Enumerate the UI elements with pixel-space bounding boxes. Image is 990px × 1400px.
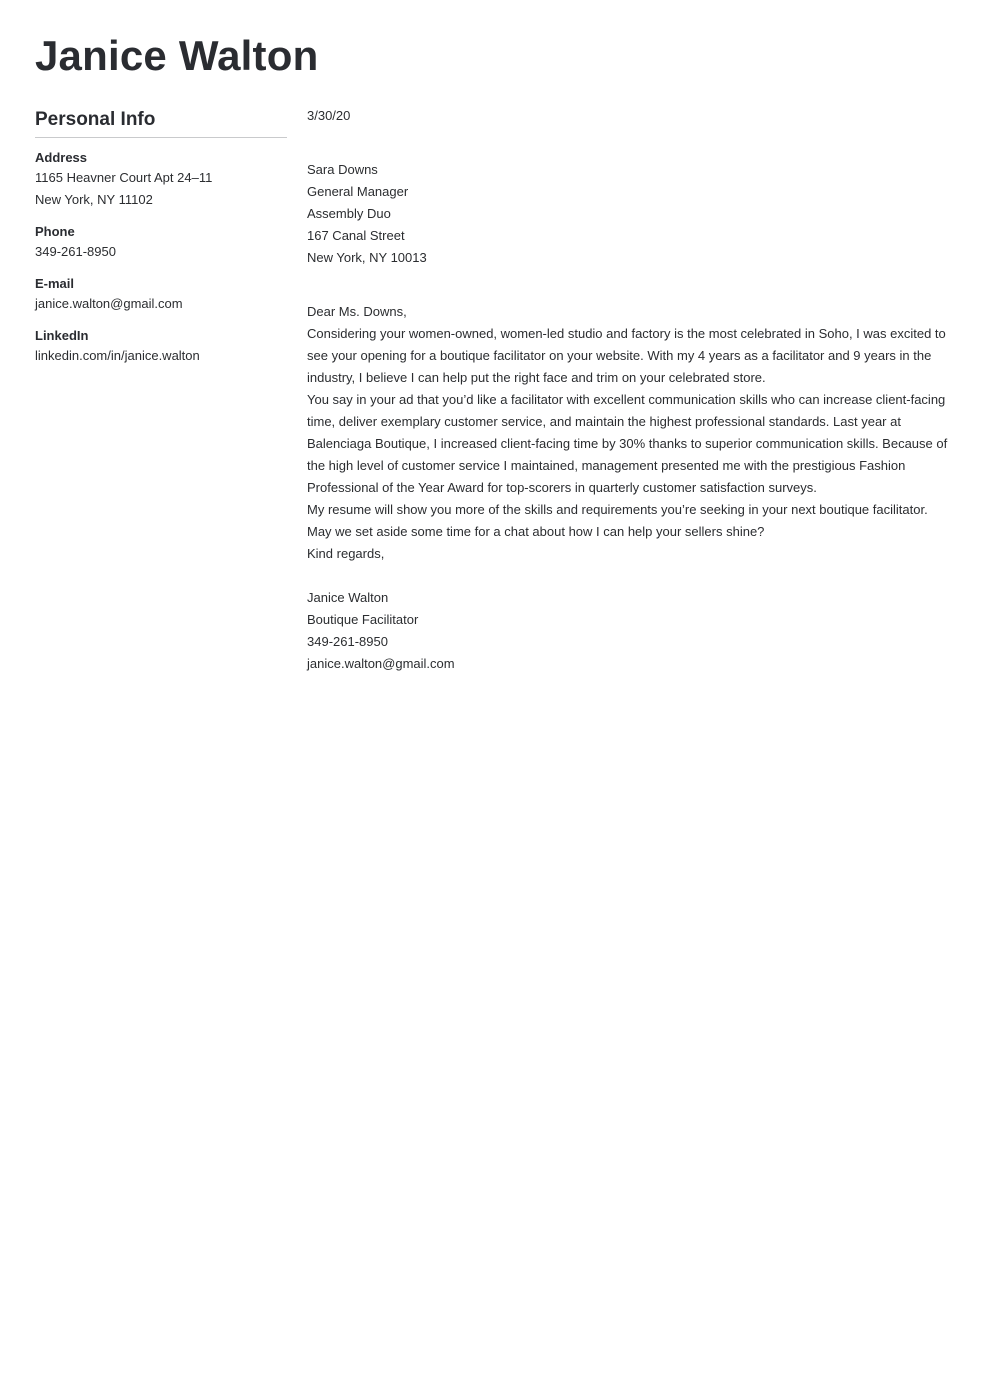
linkedin-value: linkedin.com/in/janice.walton	[35, 348, 200, 363]
email-label: E-mail	[35, 276, 75, 291]
paragraph-2: You say in your ad that you’d like a facilitator with excellent communication skills who can increase client-facing time, deliver exemplary customer service, and maintain the highest professional standards. Last year at Balenciaga Boutique, I increased client-facing time by 30% thanks to superior communication skills. Because of the high level of customer service I maintained, management presented me with the prestigious Fashion Professional of the Year Award for top-scorers in quarterly customer satisfaction surveys.	[307, 392, 948, 495]
recipient-block	[307, 159, 955, 269]
signature-phone: 349-261-8950	[307, 634, 388, 649]
address-label: Address	[35, 150, 88, 165]
email-block	[35, 275, 287, 315]
address-line-1: 1165 Heavner Court Apt 24–11	[35, 170, 213, 185]
email-value: janice.walton@gmail.com	[35, 296, 183, 311]
signature-email: janice.walton@gmail.com	[307, 656, 455, 671]
letter-date: 3/30/20	[307, 108, 351, 123]
linkedin-block	[35, 327, 287, 367]
applicant-name: Janice Walton	[35, 32, 319, 79]
address-line-2: New York, NY 11102	[35, 192, 153, 207]
recipient-name: Sara Downs	[307, 162, 378, 177]
personal-info-heading: Personal Info	[35, 107, 287, 138]
paragraph-3: My resume will show you more of the skills and requirements you’re seeking in your next boutique facilitator. May we set aside some time for a chat about how I can help your sellers shine?	[307, 502, 928, 539]
paragraph-1: Considering your women-owned, women-led studio and factory is the most celebrated in Soho, I was excited to see your opening for a boutique facilitator on your website. With my 4 years as a facilitator and 9 years in the industry, I believe I can help put the right face and trim on your celebrated store.	[307, 326, 946, 385]
recipient-city: New York, NY 10013	[307, 250, 427, 265]
signature-name: Janice Walton	[307, 590, 389, 605]
recipient-street: 167 Canal Street	[307, 228, 405, 243]
closing: Kind regards,	[307, 546, 385, 561]
letter-body	[307, 105, 955, 675]
address-block	[35, 149, 287, 211]
recipient-title: General Manager	[307, 184, 409, 199]
letter-content	[307, 301, 955, 565]
personal-info-sidebar	[35, 107, 287, 367]
signature-block	[307, 587, 955, 675]
phone-label: Phone	[35, 224, 75, 239]
recipient-company: Assembly Duo	[307, 206, 391, 221]
linkedin-label: LinkedIn	[35, 328, 89, 343]
salutation: Dear Ms. Downs,	[307, 304, 407, 319]
signature-title: Boutique Facilitator	[307, 612, 419, 627]
phone-block	[35, 223, 287, 263]
phone-value: 349-261-8950	[35, 244, 116, 259]
